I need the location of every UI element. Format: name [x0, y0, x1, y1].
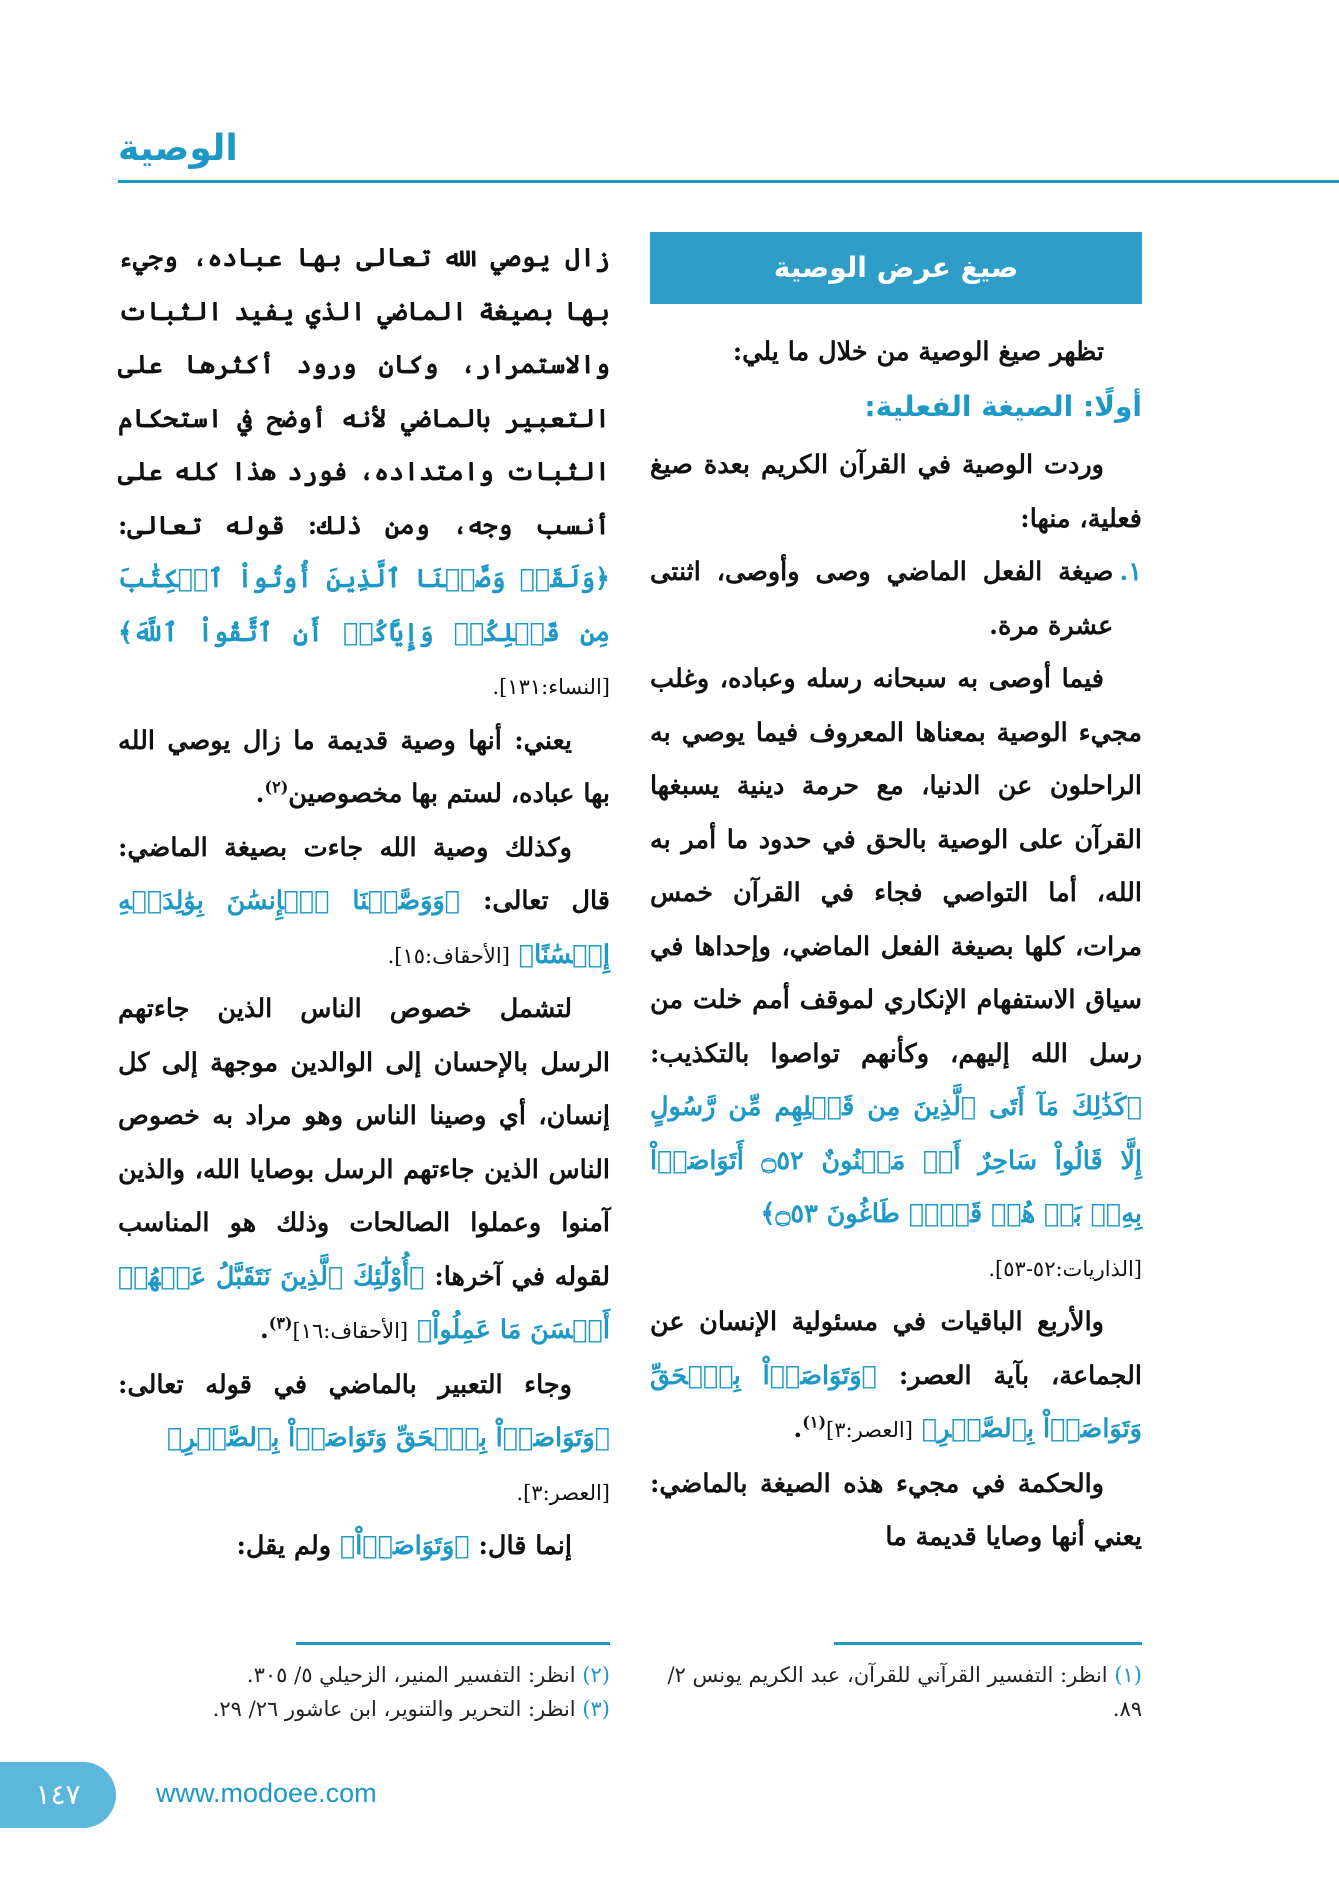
footnote	[650, 1658, 1142, 1726]
quran-verse: ﴿أُوْلَٰٓئِكَ ٱلَّذِينَ نَتَقَبَّلُ عَنۡهُمۡ أَحۡسَنَ مَا عَمِلُواْ﴾	[118, 1261, 610, 1345]
quran-verse: ﴿وَتَوَاصَوۡاْ بِٱلۡحَقِّ وَتَوَاصَوۡاْ بِٱلصَّبۡرِ﴾	[650, 1360, 1142, 1444]
quran-verse: ﴿وَوَصَّيۡنَا ٱلۡإِنسَٰنَ بِوَٰلِدَيۡهِ إِحۡسَٰنًا﴾	[118, 886, 610, 970]
footnotes-right	[650, 1658, 1142, 1726]
footnote-rule	[834, 1642, 1142, 1645]
paragraph: والحكمة في مجيء هذه الصيغة بالماضي: يعني أنها وصايا قديمة ما	[650, 1468, 1142, 1552]
footnote-marker: (٢)	[264, 777, 289, 797]
verse-reference: [الذاريات:٥٢-٥٣].	[988, 1256, 1142, 1281]
verse-reference: [العصر:٣].	[516, 1480, 610, 1505]
right-column	[650, 232, 1142, 1565]
footnote-text: انظر: التحرير والتنوير، ابن عاشور ٢٦/ ٢٩.	[212, 1697, 576, 1721]
paragraph: يعني: أنها وصية قديمة ما زال يوصي الله بها عباده، لستم بها مخصوصين$^{(٢)}$.	[118, 725, 610, 809]
verse-reference: [النساء:١٣١].	[492, 675, 610, 699]
intro-text: تظهر صيغ الوصية من خلال ما يلي:	[732, 337, 1104, 367]
paragraph: وردت الوصية في القرآن الكريم بعدة صيغ فعلية، منها:	[650, 450, 1142, 534]
verse-reference: [العصر:٣]	[826, 1418, 913, 1442]
list-item	[650, 546, 1142, 653]
paragraph-text: يعني: أنها وصية قديمة ما زال يوصي الله بها عباده، لستم بها مخصوصين	[118, 725, 610, 809]
footnote-number: (٣)	[582, 1697, 610, 1721]
paragraph-text: لتشمل خصوص الناس الذين جاءتهم الرسل بالإحسان إلى الوالدين موجهة إلى كل إنسان، أي وصينا الناس وهو مراد به خصوص الناس الذين جاءتهم الرسل بوصايا الله، والذين آمنوا وعملوا الصالحات وذلك هو المناسب لقوله في آخرها:	[118, 994, 610, 1292]
paragraph	[118, 1359, 610, 1466]
paragraph	[118, 232, 610, 715]
citation	[118, 1466, 610, 1521]
quran-verse: ﴿وَتَوَاصَوۡاْ بِٱلۡحَقِّ وَتَوَاصَوۡاْ بِٱلصَّبۡرِ﴾	[167, 1423, 610, 1453]
footnote-rule	[296, 1642, 610, 1645]
paragraph-text: وجاء التعبير بالماضي في قوله تعالى:	[118, 1369, 572, 1400]
chapter-title: الوصية	[118, 128, 238, 169]
footnote	[118, 1658, 610, 1692]
paragraph-text: زال يوصي الله تعالى بها عباده، وجيء بها بصيغة الماضي الذي يفيد الثبات والاستمرار، وكان ورود أكثرها على التعبير بالماضي لأنه أوضح في استحكام الثبات وامتداده، فورد هذا كله على أنسب وجه، ومن ذلك: قوله تعالى:	[118, 243, 610, 541]
list-number: ١.	[1119, 557, 1142, 587]
quran-verse: ﴿وَتَوَاصَوۡاْ﴾	[340, 1531, 470, 1561]
footnote-number: (٢)	[582, 1663, 610, 1687]
paragraph	[118, 822, 610, 984]
paragraph: لتشمل خصوص الناس الذين جاءتهم الرسل بالإحسان إلى الوالدين موجهة إلى كل إنسان، أي وصينا الناس وهو مراد به خصوص الناس الذين جاءتهم الرسل بوصايا الله، والذين آمنوا وعملوا الصالحات وذلك هو المناسب لقوله في آخرها: ﴿أُوْلَٰٓئِكَ ٱلَّذِينَ نَتَقَبَّلُ عَنۡهُمۡ أَحۡسَنَ مَا عَمِلُواْ﴾ [الأحقاف:١٦]$^{(٣)}$.	[118, 994, 610, 1345]
paragraph: والأربع الباقيات في مسئولية الإنسان عن الجماعة، بآية العصر: ﴿وَتَوَاصَوۡاْ بِٱلۡحَقِّ وَتَوَاصَوۡاْ بِٱلصَّبۡرِ﴾ [العصر:٣]$^{(١)}$.	[650, 1307, 1142, 1444]
section-title: صيغ عرض الوصية	[650, 232, 1142, 304]
footnote	[118, 1692, 610, 1726]
header-rule	[118, 180, 1339, 183]
site-url[interactable]: www.modoee.com	[156, 1778, 377, 1808]
footnote-marker: (١)	[802, 1412, 827, 1432]
citation	[650, 1242, 1142, 1297]
quran-verse: ﴿وَلَقَدۡ وَصَّيۡنَا ٱلَّذِينَ أُوتُواْ ٱلۡكِتَٰبَ مِن قَبۡلِكُمۡ وَإِيَّاكُمۡ أَنِ ٱتَّقُواْ ٱللَّهَ﴾	[118, 564, 610, 648]
footnote-number: (١)	[1114, 1663, 1142, 1687]
footnotes-left	[118, 1658, 610, 1726]
left-column	[118, 232, 610, 1574]
paragraph-text: والأربع الباقيات في مسئولية الإنسان عن الجماعة، بآية العصر:	[650, 1307, 1142, 1391]
footnote-marker: (٣)	[268, 1313, 293, 1333]
footnote-text: انظر: التفسير القرآني للقرآن، عبد الكريم يونس ٢/ ٨٩.	[667, 1663, 1142, 1721]
paragraph-text: فيما أوصى به سبحانه رسله وعباده، وغلب مجيء الوصية بمعناها المعروف فيما يوصي به الراحلون عن الدنيا، مع حرمة دينية يسبغها القرآن على الوصية بالحق في حدود ما أمر به الله، أما التواصي فجاء في القرآن خمس مرات، كلها بصيغة الفعل الماضي، وإحداها في سياق الاستفهام الإنكاري لموقف أمم خلت من رسل الله إليهم، وكأنهم تواصوا بالتكذيب:	[650, 664, 1142, 1069]
verse-reference: [الأحقاف:١٥].	[387, 943, 510, 968]
quran-verse: ﴿كَذَٰلِكَ مَآ أَتَى ٱلَّذِينَ مِن قَبۡلِهِم مِّن رَّسُولٍ إِلَّا قَالُواْ سَاحِرٌ أَوۡ مَجۡنُونٌ ۝٥٢ أَتَوَاصَوۡاْ بِهِۦۚ بَلۡ هُمۡ قَوۡمٞ طَاغُونَ ۝٥٣﴾	[650, 1092, 1142, 1229]
paragraph	[650, 653, 1142, 1242]
paragraph-text: ولم يقل:	[236, 1531, 332, 1561]
subheading: أولًا: الصيغة الفعلية:	[864, 389, 1142, 423]
verse-reference: [الأحقاف:١٦]	[292, 1319, 409, 1343]
paragraph	[118, 1520, 610, 1574]
paragraph-text: وكذلك وصية الله جاءت بصيغة الماضي: قال تعالى:	[118, 832, 610, 916]
footnote-text: انظر: التفسير المنير، الزحيلي ٥/ ٣٠٥.	[246, 1663, 576, 1687]
list-text: صيغة الفعل الماضي وصى وأوصى، اثنتى عشرة مرة.	[650, 557, 1114, 641]
page-number-badge: ١٤٧	[0, 1762, 116, 1828]
paragraph-text: إنما قال:	[478, 1531, 572, 1561]
